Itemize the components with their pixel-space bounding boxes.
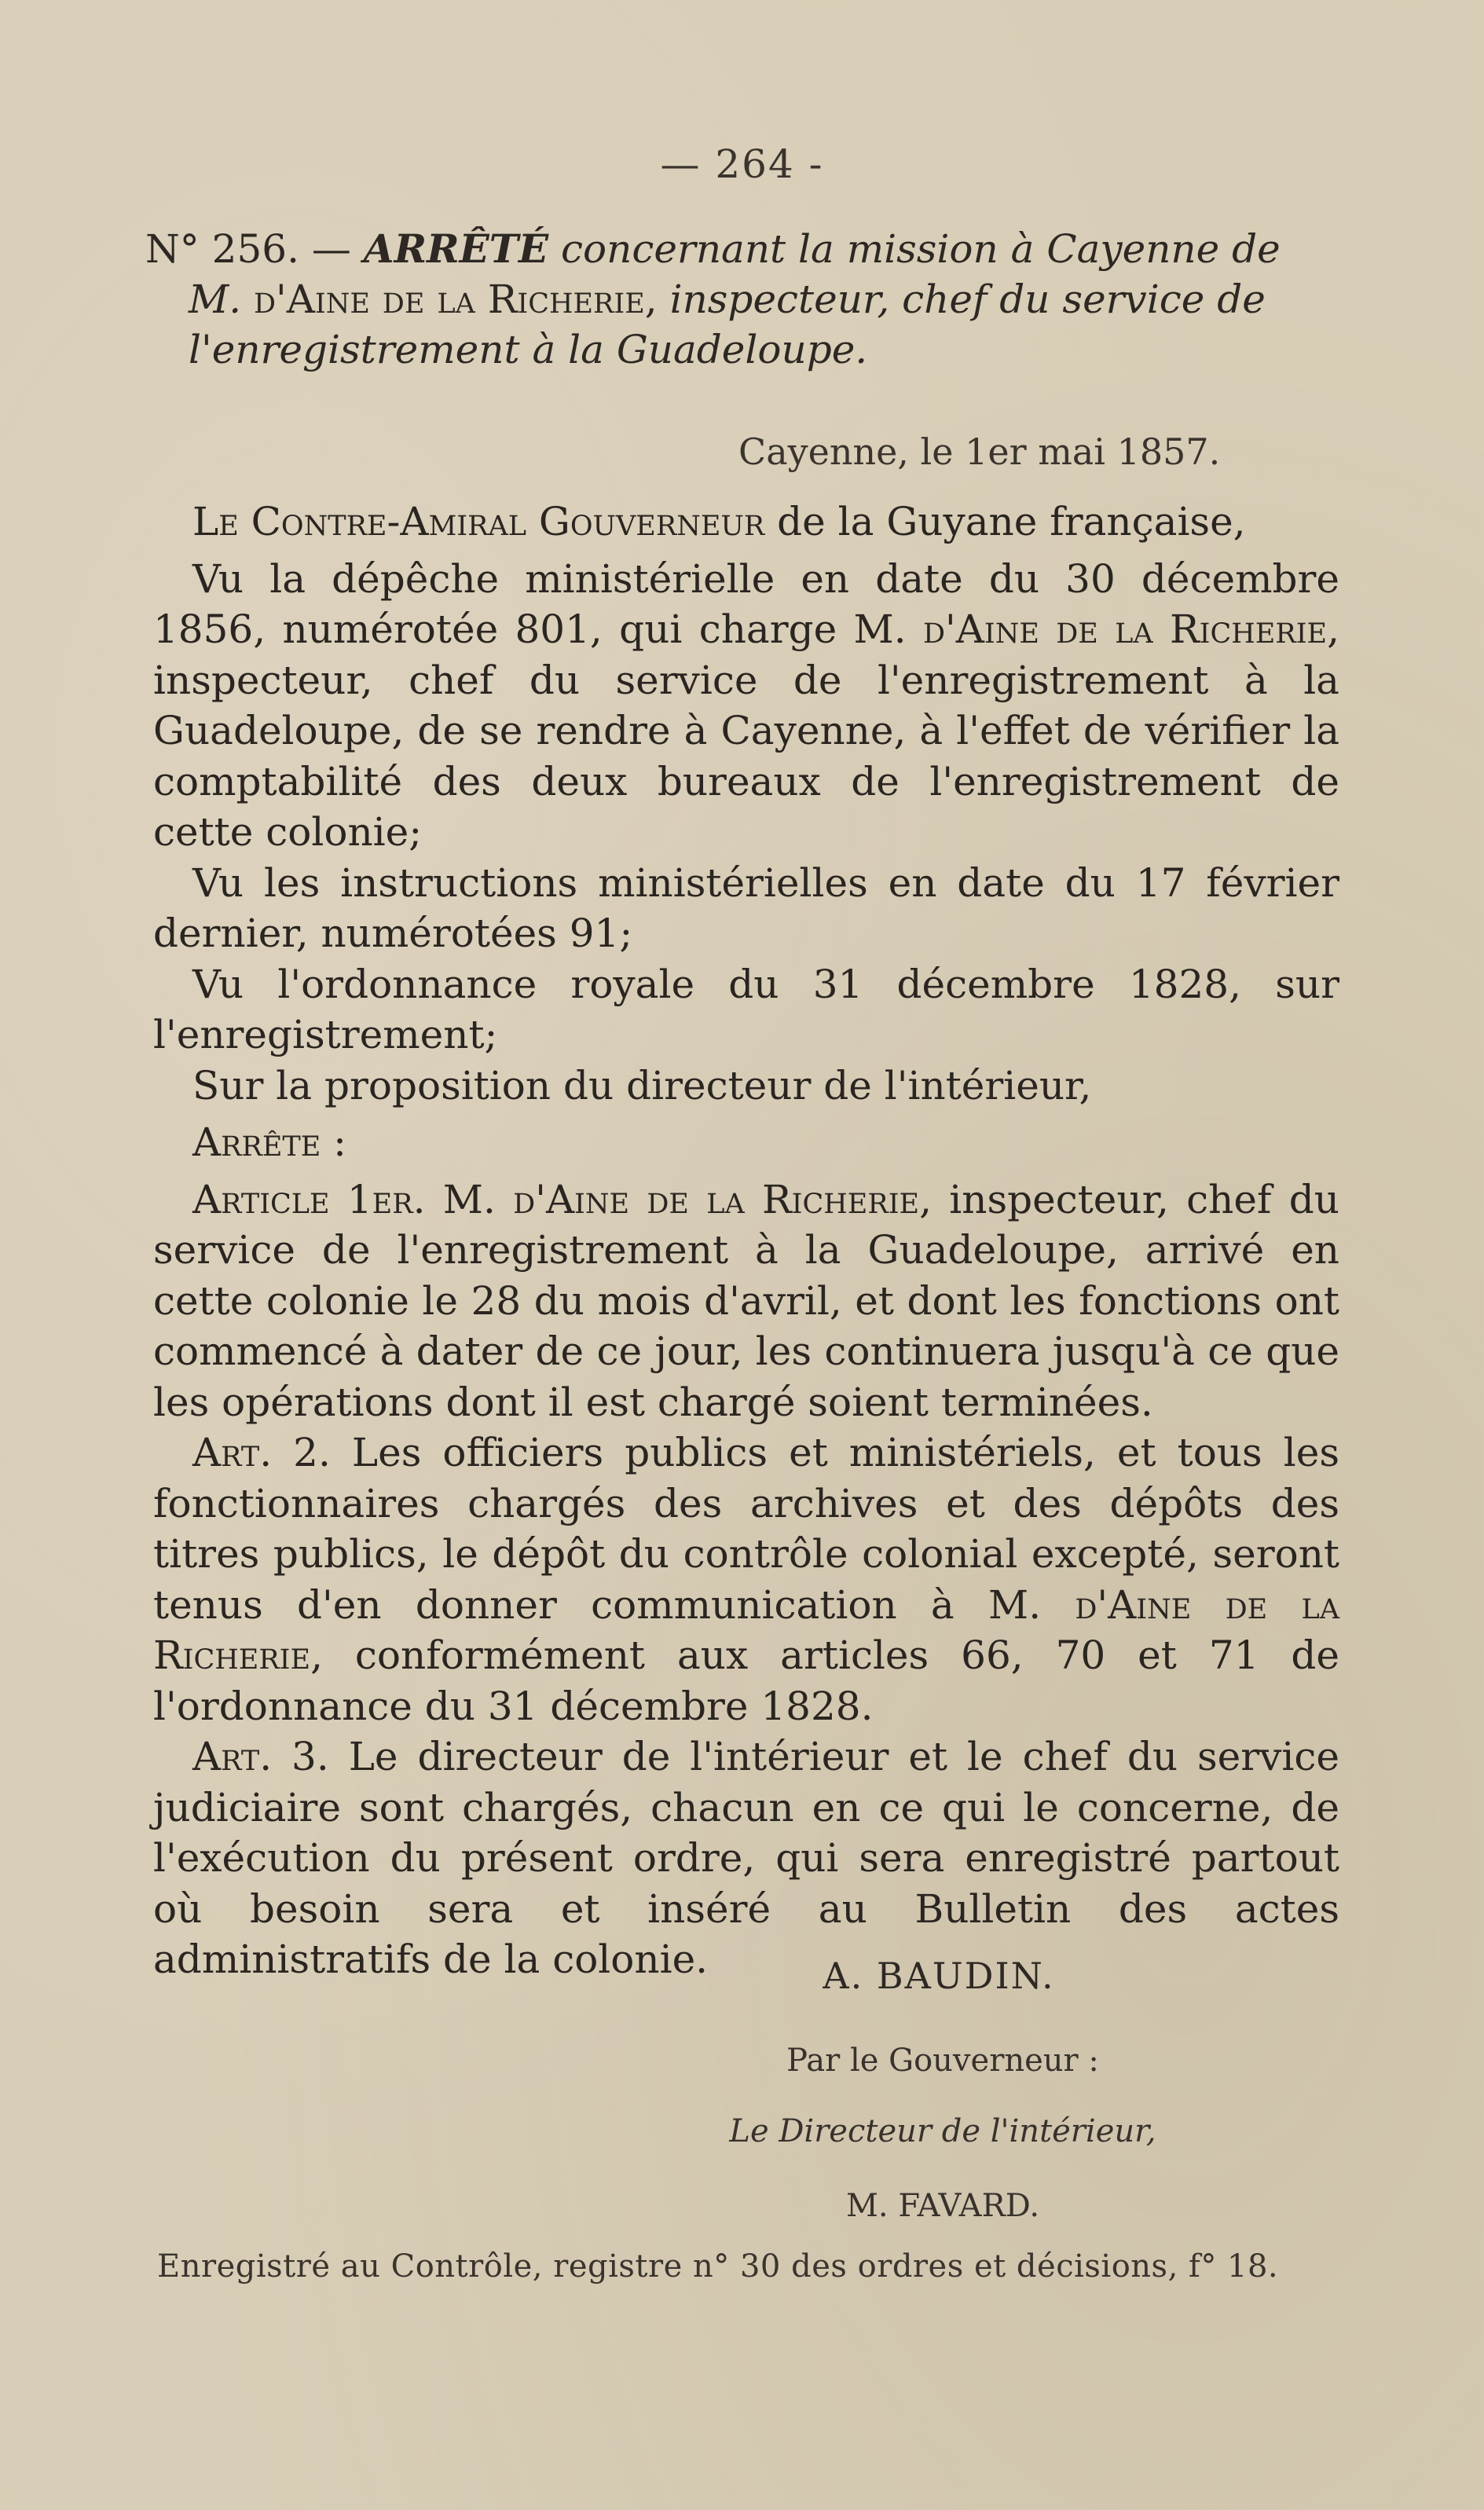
registration-note: Enregistré au Contrôle, registre n° 30 des ordres et décisions, f° 18. xyxy=(157,2248,1279,2285)
article-1-before: M. xyxy=(442,1176,496,1222)
consideration-1 xyxy=(153,554,1339,858)
article-1-name: d'Aine de la Richerie xyxy=(513,1176,920,1222)
consideration-1-name: d'Aine de la Richerie xyxy=(922,606,1328,652)
intro-title: Le Contre-Amiral Gouverneur xyxy=(192,499,765,544)
decree-person-role: inspecteur, chef du service de xyxy=(669,277,1266,322)
article-2 xyxy=(153,1427,1339,1731)
decree-m-abbrev: M. xyxy=(189,277,242,322)
article-2-name: d'Aine de la Richerie xyxy=(153,1581,1339,1678)
decree-subject-line2: M. d'Aine de la Richerie, inspecteur, chef du service de xyxy=(189,277,1266,322)
signature-name: A. BAUDIN. xyxy=(823,1955,1055,1997)
article-3-label: Art. 3. xyxy=(192,1734,329,1779)
consideration-2: Vu les instructions ministérielles en date du 17 février dernier, numérotées 91; xyxy=(153,859,1339,956)
place-date: Cayenne, le 1er mai 1857. xyxy=(738,431,1221,473)
decree-subject-line3: l'enregistrement à la Guadeloupe. xyxy=(189,327,868,372)
article-1-label: Article 1er. xyxy=(192,1176,426,1222)
page-number: — 264 - xyxy=(660,141,824,187)
article-2-label: Art. 2. xyxy=(192,1430,331,1475)
decree-body xyxy=(153,497,1339,1985)
consideration-4: Sur la proposition du directeur de l'intérieur, xyxy=(192,1062,1092,1108)
article-1-after: , inspecteur, chef du service de l'enregistrement à la Guadeloupe, arrivé en cette colonie le 28 du mois d'avril, et dont les fonctions ont commencé à dater de ce jour, les continuera jusqu'à ce que les opérations dont il est chargé soient terminées. xyxy=(153,1176,1339,1425)
signature-by: Par le Gouverneur : xyxy=(786,2043,1099,2079)
decree-number: N° 256. — xyxy=(145,226,351,272)
intro-rest: de la Guyane française, xyxy=(777,499,1246,544)
signature-role: Le Directeur de l'intérieur, xyxy=(729,2113,1156,2149)
article-3-before: Le directeur de l'intérieur et le chef du service judiciaire sont chargés, chacun en ce qui le concerne, de l'exécution du présent ordre, qui sera enregistré partout où besoin sera et inséré au Bulletin des actes administratifs de la colonie. xyxy=(153,1734,1339,1982)
intro-paragraph xyxy=(153,497,1339,548)
arrete-label xyxy=(153,1117,1339,1168)
consideration-1-after: , inspecteur, chef du service de l'enregistrement à la Guadeloupe, de se rendre à Cayenne, à l'effet de vérifier la comptabilité des deux bureaux de l'enregistrement de cette colonie; xyxy=(153,606,1339,855)
consideration-1-before: Vu la dépêche ministérielle en date du 30 décembre 1856, numérotée 801, qui charge M. xyxy=(153,555,1339,652)
article-1 xyxy=(153,1174,1339,1428)
decree-title: ARRÊTÉ xyxy=(363,225,549,272)
decree-subject-line1: concernant la mission à Cayenne de xyxy=(561,226,1281,272)
article-2-before: Les officiers publics et ministériels, et tous les fonctionnaires chargés des archives et des dépôts des titres publics, le dépôt du contrôle colonial excepté, seront tenus d'en donner communication à M. xyxy=(153,1430,1339,1628)
consideration-3: Vu l'ordonnance royale du 31 décembre 1828, sur l'enregistrement; xyxy=(153,961,1339,1057)
decree-person-name: d'Aine de la Richerie xyxy=(254,277,645,322)
signature-cosigner: M. FAVARD. xyxy=(845,2188,1040,2224)
decree-heading xyxy=(145,224,1339,375)
article-3 xyxy=(153,1731,1339,1985)
article-2-after: , conformément aux articles 66, 70 et 71 de l'ordonnance du 31 décembre 1828. xyxy=(153,1632,1339,1729)
arrete-label-text: Arrête : xyxy=(192,1119,346,1165)
